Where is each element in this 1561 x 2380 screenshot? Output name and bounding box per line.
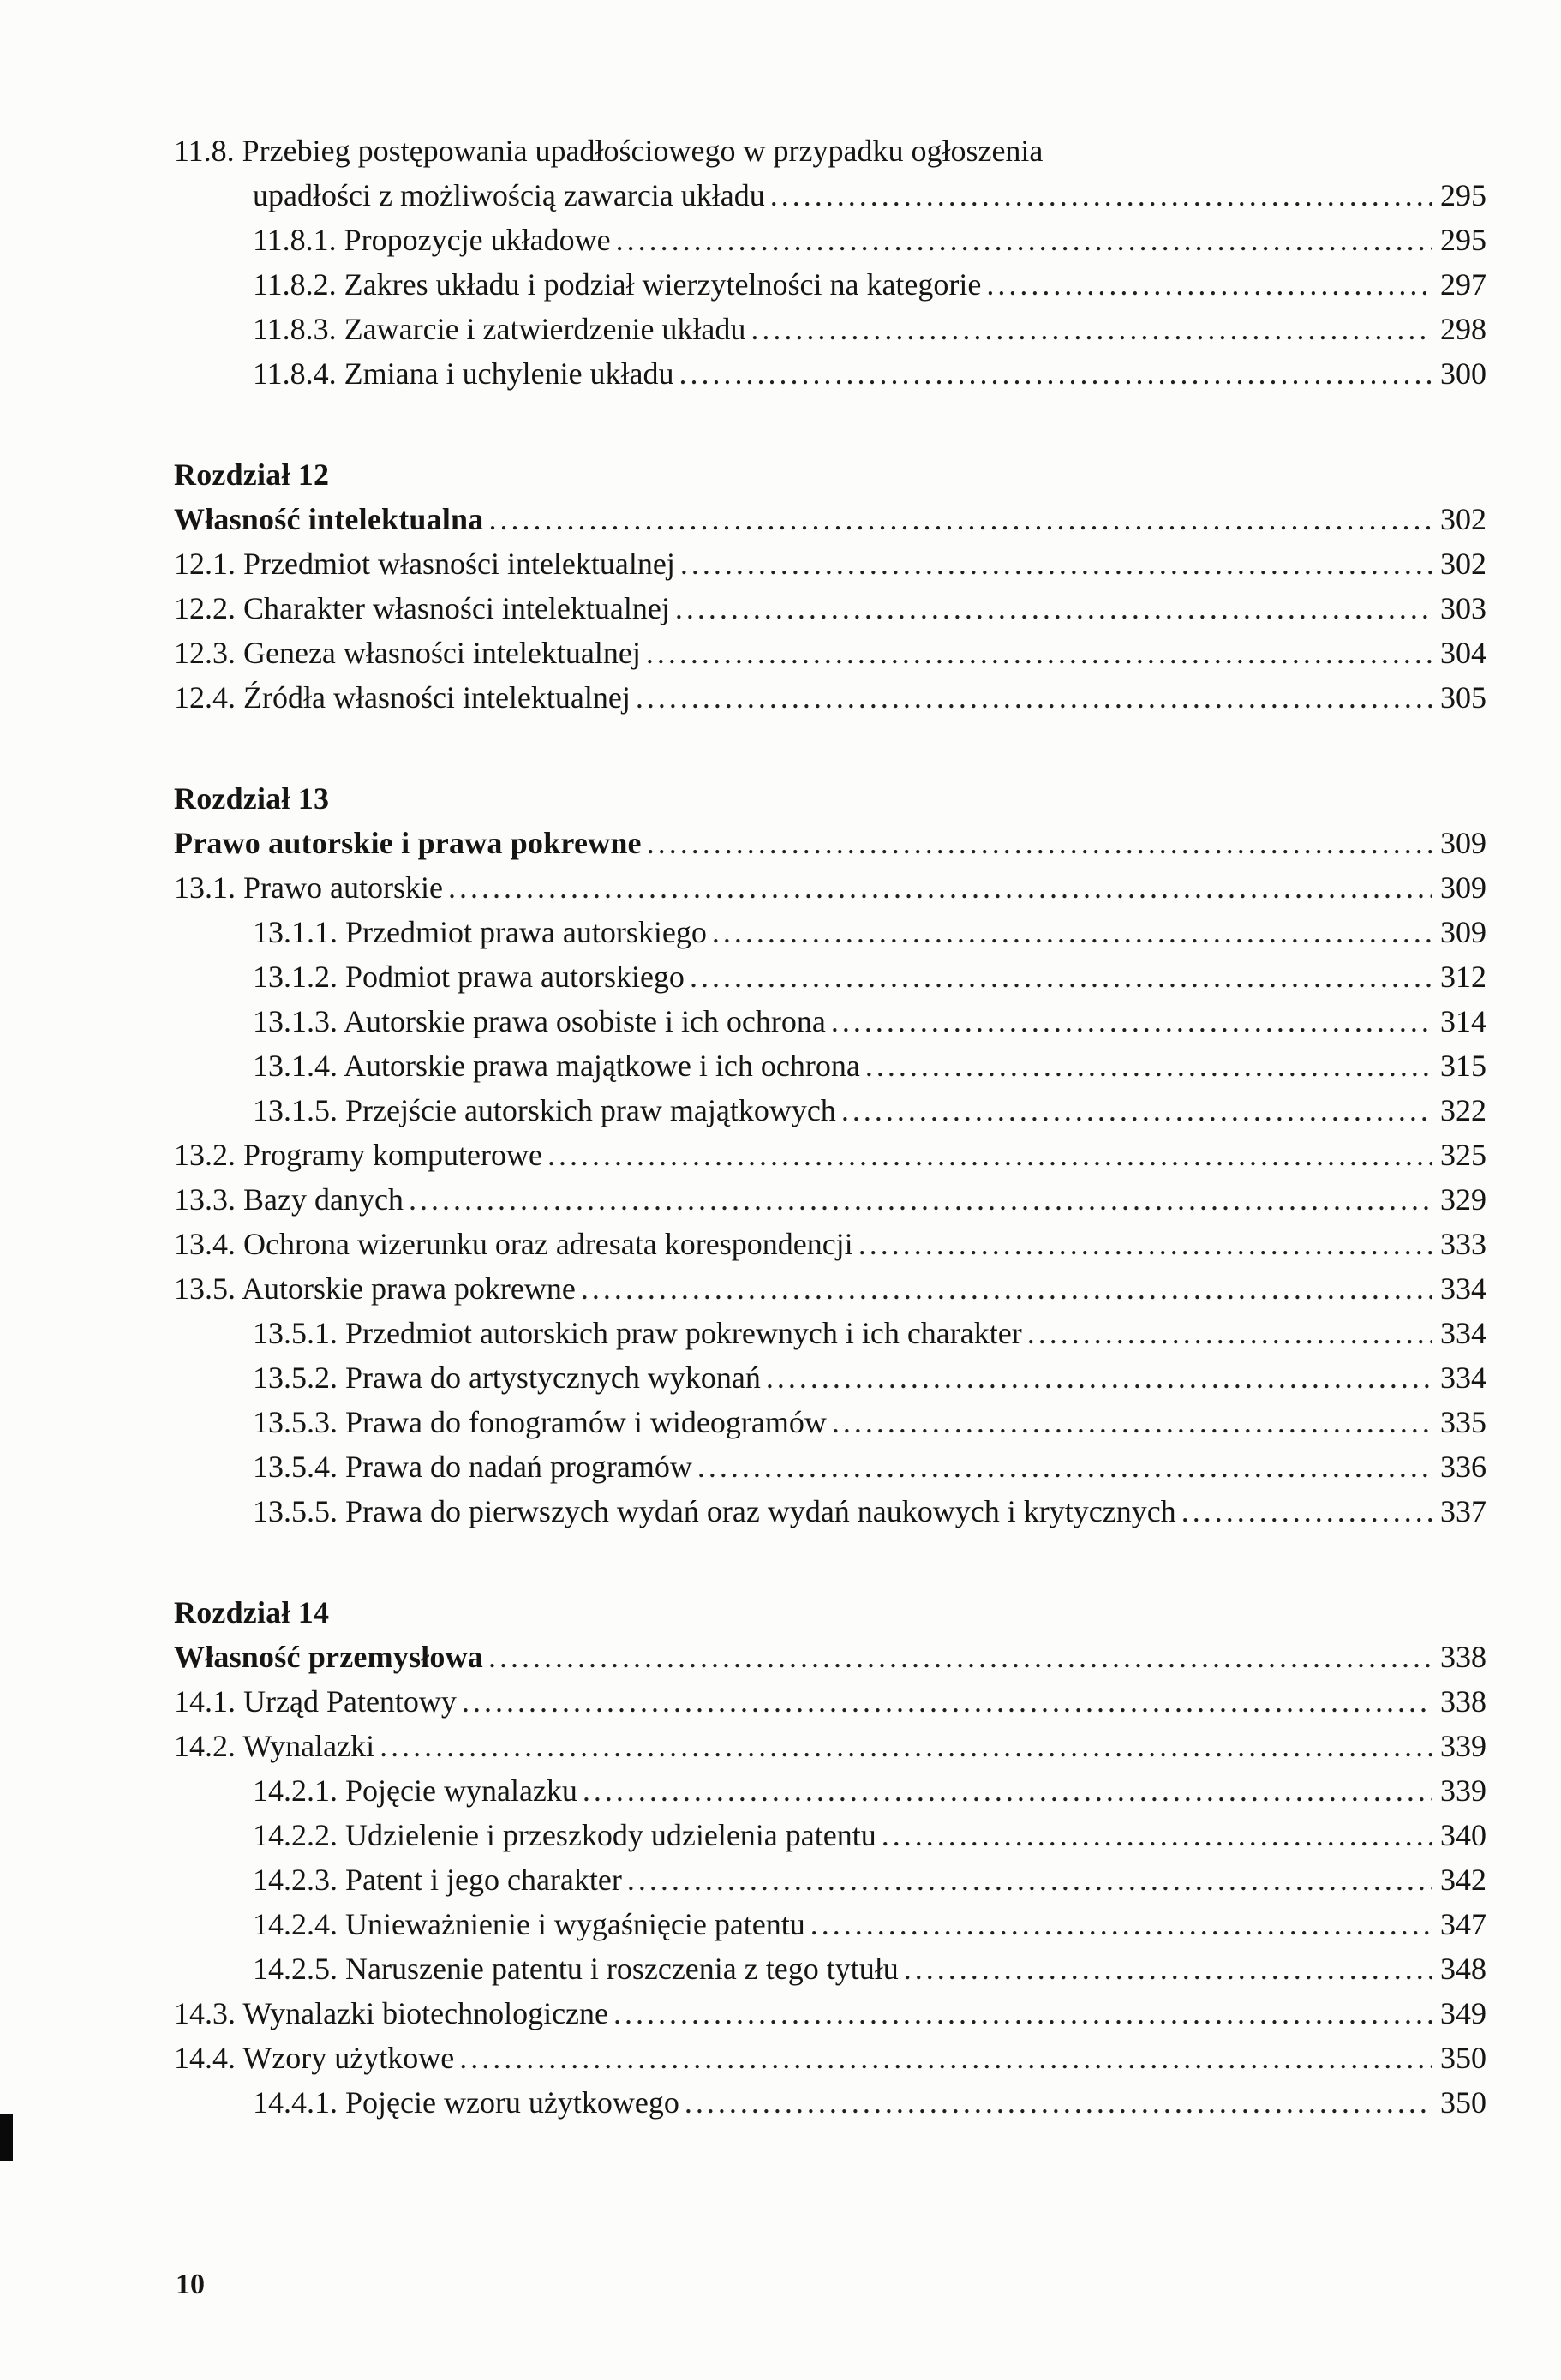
toc-entry-row (174, 1222, 1486, 1266)
dot-leader (616, 218, 1432, 262)
toc-entry-label: Własność intelektualna (174, 502, 484, 536)
toc-entry-row (174, 218, 1486, 262)
toc-entry-row (174, 1311, 1486, 1355)
dot-leader (462, 1679, 1432, 1724)
dot-leader (697, 1444, 1432, 1489)
dot-leader (675, 586, 1432, 631)
dot-leader (583, 1768, 1432, 1813)
toc-entry-label: 11.8. Przebieg postępowania upadłościowego w przypadku ogłoszenia (174, 134, 1044, 168)
toc-entry-label: 11.8.3. Zawarcie i zatwierdzenie układu (253, 312, 746, 346)
toc-entry-page: 309 (1440, 826, 1486, 860)
dot-leader (770, 173, 1432, 218)
toc-entry-row (174, 1177, 1486, 1222)
toc-chapter-row (174, 1635, 1486, 1679)
toc-entry-page: 350 (1440, 2041, 1486, 2075)
dot-leader (459, 2036, 1432, 2080)
dot-leader (841, 1088, 1432, 1133)
dot-leader (409, 1177, 1432, 1222)
toc-entry-row (174, 675, 1486, 720)
toc-entry-label: 12.2. Charakter własności intelektualnej (174, 591, 670, 625)
toc-entry-label: 13.1.4. Autorskie prawa majątkowe i ich ochrona (253, 1049, 860, 1083)
dot-leader (712, 910, 1432, 954)
toc-entry-page: 303 (1440, 591, 1486, 625)
toc-entry-label: 14.3. Wynalazki biotechnologiczne (174, 1996, 609, 2030)
toc-entry-label: 12.4. Źródła własności intelektualnej (174, 680, 631, 715)
toc-entry-label: upadłości z możliwością zawarcia układu (253, 178, 765, 212)
dot-leader (680, 541, 1432, 586)
toc-entry-row (174, 1857, 1486, 1902)
toc-entry-label: 14.2.3. Patent i jego charakter (253, 1863, 622, 1897)
toc-entry-label: Własność przemysłowa (174, 1640, 483, 1674)
dot-leader (448, 865, 1432, 910)
toc-entry-page: 295 (1440, 178, 1486, 212)
toc-entry-row (174, 1991, 1486, 2036)
dot-leader (685, 2080, 1432, 2125)
toc-entry-row (174, 1489, 1486, 1534)
dot-leader (488, 497, 1432, 541)
toc-entry-row (174, 1768, 1486, 1813)
dot-leader (858, 1222, 1432, 1266)
toc-entry-page: 338 (1440, 1684, 1486, 1719)
toc-entry-label: Rozdział 14 (174, 1595, 330, 1630)
dot-leader (986, 262, 1432, 307)
toc-entry-label: 14.4.1. Pojęcie wzoru użytkowego (253, 2085, 679, 2120)
toc-entry-label: 11.8.1. Propozycje układowe (253, 223, 611, 257)
toc-entry-page: 338 (1440, 1640, 1486, 1674)
toc-entry-label: 13.1.5. Przejście autorskich praw majątkowych (253, 1093, 836, 1127)
dot-leader (831, 999, 1432, 1043)
toc-entry-page: 302 (1440, 502, 1486, 536)
toc-entry-page: 340 (1440, 1818, 1486, 1852)
toc-entry-label: 13.5.3. Prawa do fonogramów i wideogramów (253, 1405, 827, 1439)
toc-entry-page: 334 (1440, 1360, 1486, 1395)
toc-entry-page: 339 (1440, 1729, 1486, 1763)
toc-entry-label: 14.2.4. Unieważnienie i wygaśnięcie patentu (253, 1907, 805, 1941)
toc-entry-row (174, 1679, 1486, 1724)
toc-entry-page: 335 (1440, 1405, 1486, 1439)
dot-leader (488, 1635, 1432, 1679)
toc-entry-label: 13.5. Autorskie prawa pokrewne (174, 1271, 576, 1306)
toc-entry-row (174, 1043, 1486, 1088)
toc-entry-page: 349 (1440, 1996, 1486, 2030)
toc-entry-row (174, 1355, 1486, 1400)
toc-entry-label: 13.5.5. Prawa do pierwszych wydań oraz wydań naukowych i krytycznych (253, 1494, 1176, 1528)
toc-entry-row (174, 865, 1486, 910)
toc-entry-row (174, 954, 1486, 999)
toc-entry-label: 11.8.2. Zakres układu i podział wierzytelności na kategorie (253, 267, 982, 302)
dot-leader (751, 307, 1432, 351)
toc-entry-page: 315 (1440, 1049, 1486, 1083)
toc-entry-label: 14.2.2. Udzielenie i przeszkody udzielenia patentu (253, 1818, 876, 1852)
toc-entry-label: 13.5.2. Prawa do artystycznych wykonań (253, 1360, 761, 1395)
toc-entry-row (174, 1902, 1486, 1946)
dot-leader (380, 1724, 1432, 1768)
scan-artifact-bar (0, 2114, 13, 2161)
toc-entry-row (174, 307, 1486, 351)
dot-leader (647, 821, 1432, 865)
toc-entry-row (174, 586, 1486, 631)
toc-entry-label: 12.3. Geneza własności intelektualnej (174, 636, 641, 670)
toc-chapter-row (174, 452, 1486, 497)
toc-entry-row (174, 129, 1486, 173)
toc-entry-row (174, 1946, 1486, 1991)
toc-entry-row (174, 173, 1486, 218)
toc-entry-row (174, 1724, 1486, 1768)
toc-entry-page: 336 (1440, 1450, 1486, 1484)
toc-entry-page: 314 (1440, 1004, 1486, 1038)
toc-entry-label: 14.2.5. Naruszenie patentu i roszczenia z tego tytułu (253, 1952, 899, 1986)
toc-entry-page: 334 (1440, 1271, 1486, 1306)
dot-leader (1027, 1311, 1432, 1355)
page-number: 10 (176, 2269, 205, 2300)
toc-entry-label: 14.2.1. Pojęcie wynalazku (253, 1773, 577, 1808)
toc-entry-label: 13.1.1. Przedmiot prawa autorskiego (253, 915, 707, 949)
toc-list (174, 129, 1486, 2125)
toc-entry-row (174, 1444, 1486, 1489)
toc-entry-page: 312 (1440, 960, 1486, 994)
toc-entry-row (174, 541, 1486, 586)
toc-entry-page: 342 (1440, 1863, 1486, 1897)
dot-leader (690, 954, 1432, 999)
toc-entry-row (174, 1266, 1486, 1311)
toc-entry-page: 334 (1440, 1316, 1486, 1350)
dot-leader (646, 631, 1432, 675)
toc-entry-row (174, 631, 1486, 675)
toc-entry-row (174, 1813, 1486, 1857)
toc-entry-page: 347 (1440, 1907, 1486, 1941)
toc-entry-page: 298 (1440, 312, 1486, 346)
dot-leader (882, 1813, 1432, 1857)
toc-entry-page: 350 (1440, 2085, 1486, 2120)
toc-entry-row (174, 999, 1486, 1043)
toc-entry-page: 304 (1440, 636, 1486, 670)
toc-entry-page: 309 (1440, 915, 1486, 949)
toc-entry-row (174, 910, 1486, 954)
toc-entry-label: 12.1. Przedmiot własności intelektualnej (174, 547, 675, 581)
toc-entry-label: 14.2. Wynalazki (174, 1729, 375, 1763)
toc-entry-page: 325 (1440, 1138, 1486, 1172)
dot-leader (547, 1133, 1432, 1177)
toc-entry-page: 305 (1440, 680, 1486, 715)
toc-entry-label: 14.4. Wzory użytkowe (174, 2041, 455, 2075)
toc-entry-label: 13.3. Bazy danych (174, 1182, 404, 1217)
toc-entry-row (174, 262, 1486, 307)
toc-entry-page: 339 (1440, 1773, 1486, 1808)
toc-entry-label: 13.5.4. Prawa do nadań programów (253, 1450, 692, 1484)
toc-chapter-row (174, 821, 1486, 865)
toc-entry-label: 13.1.3. Autorskie prawa osobiste i ich ochrona (253, 1004, 826, 1038)
toc-entry-page: 295 (1440, 223, 1486, 257)
toc-entry-label: 13.1.2. Podmiot prawa autorskiego (253, 960, 685, 994)
toc-entry-page: 322 (1440, 1093, 1486, 1127)
toc-entry-page: 337 (1440, 1494, 1486, 1528)
toc-entry-label: Rozdział 12 (174, 457, 330, 492)
toc-entry-label: 14.1. Urząd Patentowy (174, 1684, 457, 1719)
toc-entry-label: Rozdział 13 (174, 781, 330, 816)
dot-leader (832, 1400, 1432, 1444)
toc-entry-label: 11.8.4. Zmiana i uchylenie układu (253, 356, 674, 391)
toc-entry-row (174, 2080, 1486, 2125)
dot-leader (766, 1355, 1432, 1400)
toc-entry-row (174, 1400, 1486, 1444)
toc-entry-label: 13.4. Ochrona wizerunku oraz adresata korespondencji (174, 1227, 853, 1261)
toc-entry-label: Prawo autorskie i prawa pokrewne (174, 826, 642, 860)
dot-leader (865, 1043, 1432, 1088)
toc-entry-label: 13.5.1. Przedmiot autorskich praw pokrewnych i ich charakter (253, 1316, 1022, 1350)
toc-chapter-row (174, 1590, 1486, 1635)
toc-entry-page: 348 (1440, 1952, 1486, 1986)
dot-leader (627, 1857, 1432, 1902)
toc-entry-row (174, 1133, 1486, 1177)
toc-chapter-row (174, 497, 1486, 541)
toc-chapter-row (174, 776, 1486, 821)
toc-entry-page: 333 (1440, 1227, 1486, 1261)
dot-leader (810, 1902, 1432, 1946)
toc-entry-page: 302 (1440, 547, 1486, 581)
dot-leader (613, 1991, 1432, 2036)
dot-leader (581, 1266, 1432, 1311)
dot-leader (636, 675, 1432, 720)
toc-entry-row (174, 1088, 1486, 1133)
toc-entry-label: 13.2. Programy komputerowe (174, 1138, 542, 1172)
dot-leader (1181, 1489, 1432, 1534)
toc-entry-page: 329 (1440, 1182, 1486, 1217)
dot-leader (679, 351, 1432, 396)
toc-entry-page: 309 (1440, 870, 1486, 905)
dot-leader (904, 1946, 1432, 1991)
toc-entry-row (174, 2036, 1486, 2080)
toc-entry-page: 297 (1440, 267, 1486, 302)
toc-entry-label: 13.1. Prawo autorskie (174, 870, 443, 905)
toc-entry-row (174, 351, 1486, 396)
toc-entry-page: 300 (1440, 356, 1486, 391)
